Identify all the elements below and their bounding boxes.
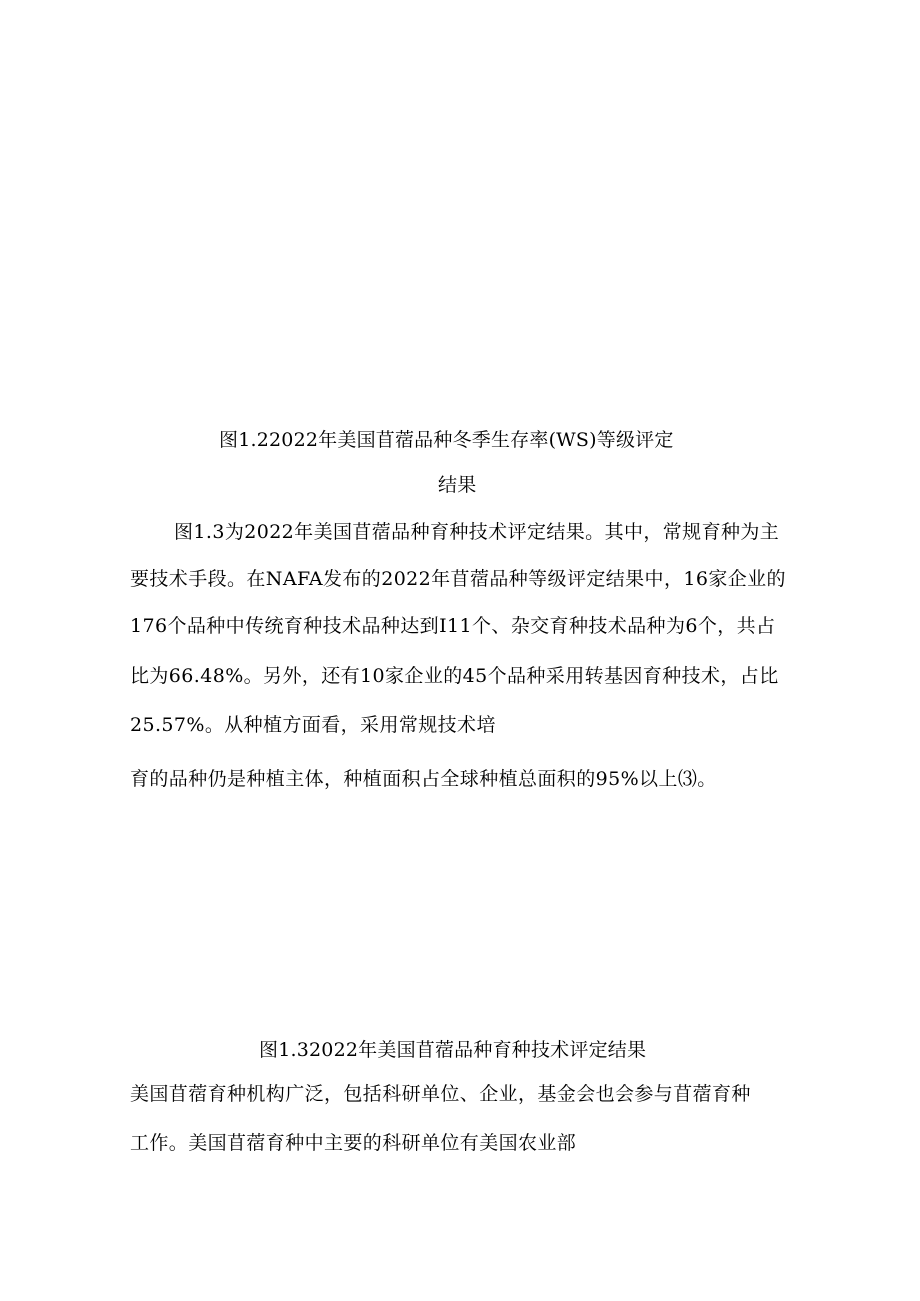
paragraph-1-line-3: 176个品种中传统育种技术品种达到I11个、杂交育种技术品种为6个，共占 — [130, 615, 776, 637]
paragraph-3-line-2: 工作。美国苜蓿育种中主要的科研单位有美国农业部 — [130, 1132, 577, 1154]
figure-caption-1-2-line1: 图1.22022年美国苜蓿品种冬季生存率(WS)等级评定 — [219, 429, 674, 451]
paragraph-2-line-1: 育的品种仍是种植主体，种植面积占全球种植总面积的95%以上⑶。 — [130, 768, 717, 790]
paragraph-1-line-1: 图1.3为2022年美国苜蓿品种育种技术评定结果。其中，常规育种为主 — [174, 521, 780, 543]
figure-caption-1-3: 图1.32022年美国苜蓿品种育种技术评定结果 — [259, 1039, 647, 1061]
paragraph-1-line-4: 比为66.48%。另外，还有10家企业的45个品种采用转基因育种技术，占比 — [130, 665, 779, 687]
paragraph-3-line-1: 美国苜蓿育种机构广泛，包括科研单位、企业，基金会也会参与苜蓿育种 — [130, 1083, 751, 1105]
figure-caption-1-2-line2: 结果 — [438, 474, 477, 496]
paragraph-1-line-2: 要技术手段。在NAFA发布的2022年苜蓿品种等级评定结果中，16家企业的 — [130, 568, 786, 590]
paragraph-1-line-5: 25.57%。从种植方面看，采用常规技术培 — [130, 714, 496, 736]
